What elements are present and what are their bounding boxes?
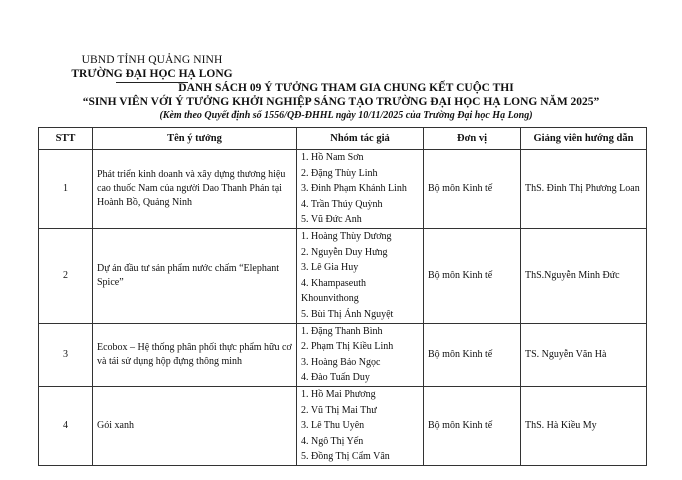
unit-name: Bộ môn Kinh tế [424,228,521,323]
ideas-table [38,127,647,466]
column-header-unit: Đơn vị [424,128,521,150]
row-number: 1 [39,150,93,229]
idea-name: Phát triển kinh doanh và xây dựng thương hiệu cao thuốc Nam của người Dao Thanh Phán tại Hoành Bồ, Quảng Ninh [93,150,297,229]
author-name: 5. Bùi Thị Ánh Nguyệt [301,308,394,320]
idea-name: Ecobox – Hệ thống phân phối thực phẩm hữu cơ và tái sử dụng hộp đựng thông minh [93,323,297,386]
author-list [297,386,424,465]
issuing-organization [52,53,252,83]
university-name: TRƯỜNG ĐẠI HỌC HẠ LONG [71,68,233,80]
author-name: 2. Phạm Thị Kiều Linh [301,341,394,353]
idea-name: Gói xanh [93,386,297,465]
author-name: 3. Lê Gia Huy [301,262,359,274]
author-name: 5. Đồng Thị Cẩm Vân [301,451,390,463]
column-header-stt: STT [39,128,93,150]
document-title: DANH SÁCH 09 Ý TƯỞNG THAM GIA CHUNG KẾT CUỘC THI [178,82,514,94]
column-header-authors: Nhóm tác giả [297,128,424,150]
province-committee-name: UBND TỈNH QUẢNG NINH [81,54,223,66]
row-number: 3 [39,323,93,386]
unit-name: Bộ môn Kinh tế [424,150,521,229]
advisor-name: ThS.Nguyễn Minh Đức [521,228,647,323]
unit-name: Bộ môn Kinh tế [424,386,521,465]
competition-name: “SINH VIÊN VỚI Ý TƯỞNG KHỞI NGHIỆP SÁNG TẠO TRƯỜNG ĐẠI HỌC HẠ LONG NĂM 2025” [82,96,600,108]
row-number: 2 [39,228,93,323]
author-name: Khounvithong [301,293,359,305]
document-heading [0,81,682,122]
author-name: 4. Ngô Thị Yến [301,435,364,447]
author-name: 3. Lê Thu Uyên [301,420,365,432]
table-row [39,228,647,323]
author-list [297,150,424,229]
unit-name: Bộ môn Kinh tế [424,323,521,386]
column-header-advisor: Giảng viên hướng dẫn [521,128,647,150]
author-name: 3. Hoàng Bảo Ngọc [301,356,381,368]
author-name: 2. Đặng Thùy Linh [301,167,378,179]
author-name: 2. Vũ Thị Mai Thư [301,404,377,416]
author-name: 1. Hồ Mai Phương [301,388,376,400]
decision-reference: (Kèm theo Quyết định số 1556/QĐ-ĐHHL ngày 10/11/2025 của Trường Đại học Hạ Long) [159,110,533,121]
author-name: 3. Đinh Phạm Khánh Linh [301,183,407,195]
row-number: 4 [39,386,93,465]
table-row [39,386,647,465]
column-header-idea: Tên ý tưởng [93,128,297,150]
advisor-name: ThS. Hà Kiều My [521,386,647,465]
table-row [39,150,647,229]
author-name: 1. Đặng Thanh Bình [301,325,383,337]
author-name: 4. Khampaseuth [301,277,366,289]
author-name: 5. Vũ Đức Anh [301,214,362,226]
author-name: 2. Nguyễn Duy Hưng [301,246,388,258]
advisor-name: ThS. Đinh Thị Phương Loan [521,150,647,229]
author-list [297,323,424,386]
table-row [39,323,647,386]
author-name: 4. Trần Thúy Quỳnh [301,198,383,210]
idea-name: Dự án đầu tư sản phẩm nước chấm “Elephant Spice” [93,228,297,323]
author-name: 1. Hoàng Thùy Dương [301,230,392,242]
table-header-row [39,128,647,150]
author-list [297,228,424,323]
author-name: 4. Đào Tuấn Duy [301,372,370,384]
advisor-name: TS. Nguyễn Văn Hà [521,323,647,386]
author-name: 1. Hồ Nam Sơn [301,152,364,163]
